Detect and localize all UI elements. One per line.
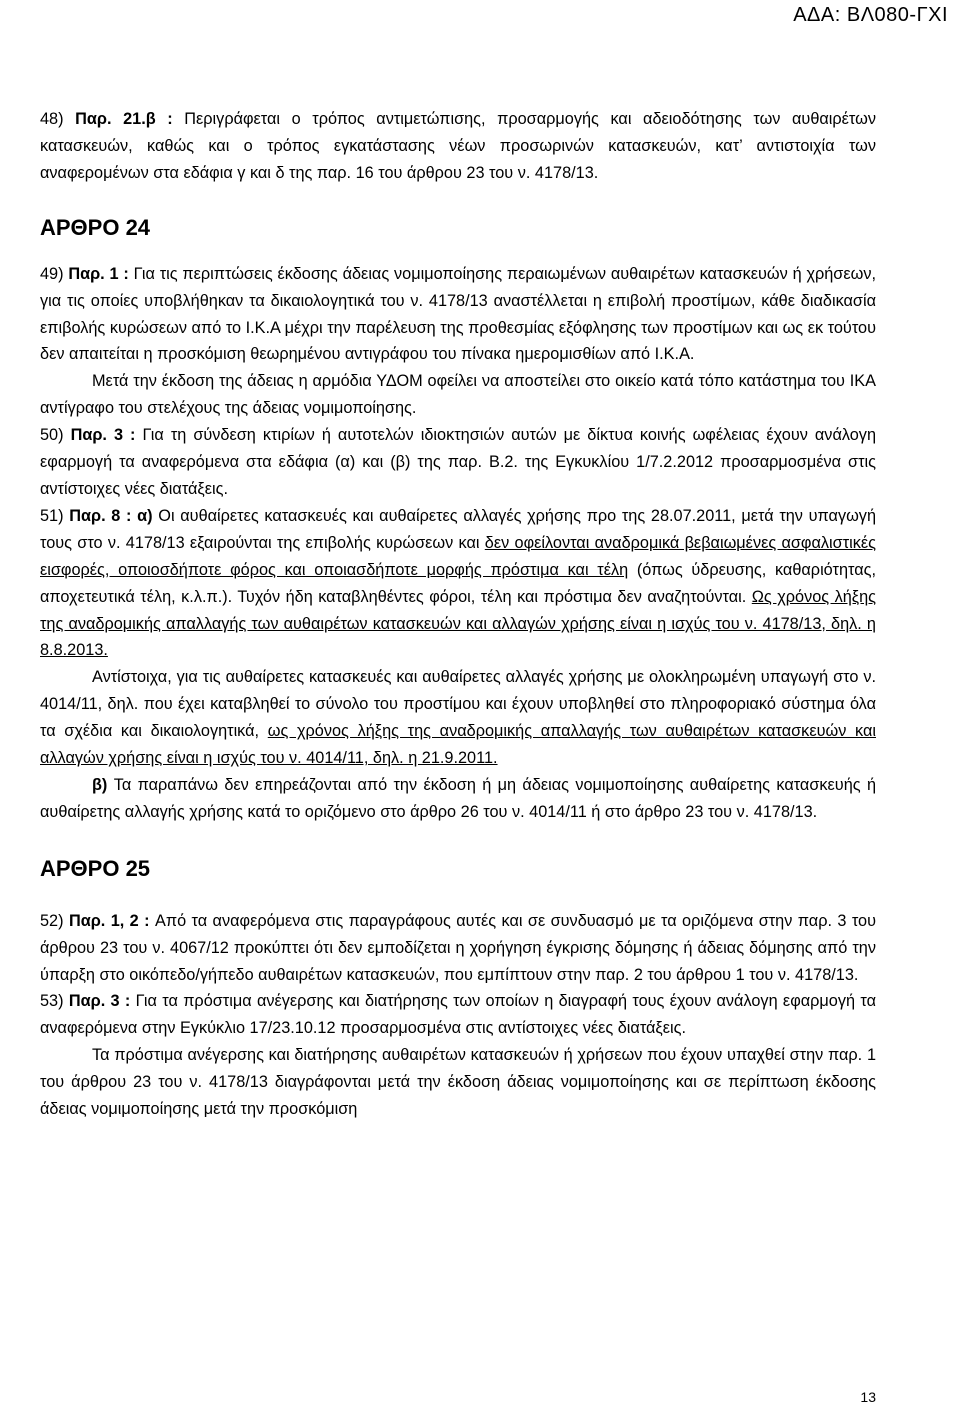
paragraph-48 <box>40 106 876 187</box>
item-number: 52) <box>40 911 69 930</box>
paragraph-text: Από τα αναφερόμενα στις παραγράφους αυτές και σε συνδυασμό με τα οριζόμενα στην παρ. 3 του άρθρου 23 του ν. 4067/12 προκύπτει ότι δεν εμποδίζεται η χορήγηση έγκρισης δόμησης ή άδειας δόμησης από την ύπαρξη στο οικόπεδο/γήπεδο αυθαιρέτων κατασκευών, που εμπίπτουν στην παρ. 2 του άρθρου 1 του ν. 4178/13. <box>40 911 877 984</box>
paragraph-52 <box>40 908 876 989</box>
paragraph-text: Τα παραπάνω δεν επηρεάζονται από την έκδοση ή μη άδειας νομιμοποίησης αυθαίρετης κατασκευής ή αυθαίρετης αλλαγής χρήσης κατά το οριζόμενο στο άρθρο 26 του ν. 4014/11 ή στο άρθρο 23 του ν. 4178/13. <box>40 775 876 821</box>
item-number: 53) <box>40 992 69 1011</box>
paragraph-ref: Παρ. 21.β : <box>75 110 185 128</box>
paragraph-text: (όπως ύδρευσης, καθαριότητας, αποχετευτικά τέλη, κ.λ.π.). Τυχόν ήδη καταβληθέντες φόροι, τέλη και πρόστιμα δεν αναζητούνται. <box>40 560 876 606</box>
paragraph-text: Για τις περιπτώσεις έκδοσης άδειας νομιμοποίησης περαιωμένων αυθαιρέτων κατασκευών ή χρήσεων, για τις οποίες υποβλήθηκαν τα δικαιολογητικά του ν. 4178/13 αναστέλλεται η επιβολή προστίμων, κάθε διαδικασία επιβολής κυρώσεων από το Ι.Κ.Α μέχρι την παρέλευση της προθεσμίας εξόφλησης των προστίμων και ως εκ τούτου δεν απαιτείται η προσκόμιση θεωρημένου αντιγράφου του πίνακα ημερομισθίων από Ι.Κ.Α. <box>40 264 876 364</box>
paragraph-51-beta <box>40 772 876 826</box>
paragraph-text: Για τα πρόστιμα ανέγερσης και διατήρησης των οποίων η διαγραφή τους έχουν ανάλογη εφαρμογή τα αναφερόμενα στην Εγκύκλιο 17/23.10.12 προσαρμοσμένα στις αντίστοιχες νέες διατάξεις. <box>40 992 876 1038</box>
paragraph-text: Για τη σύνδεση κτιρίων ή αυτοτελών ιδιοκτησιών αυτών με δίκτυα κοινής ωφέλειας έχουν ανάλογη εφαρμογή τα αναφερόμενα στα εδάφια (α) και (β) της παρ. Β.2. της Εγκυκλίου 1/7.2.2012 προσαρμοσμένα στις αντίστοιχες νέες διατάξεις. <box>40 426 877 498</box>
paragraph-51 <box>40 503 876 664</box>
paragraph-ref: β) <box>92 775 114 794</box>
paragraph-51-continued <box>40 664 876 772</box>
paragraph-ref: Παρ. 1, 2 : <box>68 911 155 930</box>
paragraph-ref-suffix: . 3 : <box>102 426 143 445</box>
paragraph-ref: Παρ. 8 : α) <box>69 506 159 525</box>
ada-code: ΑΔΑ: ΒΛ080-ΓΧΙ <box>793 4 948 26</box>
paragraph-53-continued: Τα πρόστιμα ανέγερσης και διατήρησης αυθαιρέτων κατασκευών ή χρήσεων που έχουν υπαχθεί στην παρ. 1 του άρθρου 23 του ν. 4178/13 διαγράφονται μετά την έκδοση άδειας νομιμοποίησης και σε περίπτωση έκδοσης άδειας νομιμοποίησης μετά την προσκόμιση <box>40 1046 876 1119</box>
document-body <box>40 106 876 1123</box>
paragraph-ref: Παρ <box>70 426 103 445</box>
article-24-heading: ΑΡΘΡΟ 24 <box>40 214 151 240</box>
paragraph-ref: Παρ. 3 : <box>68 992 136 1011</box>
item-number: 51) <box>40 506 70 525</box>
item-number: 48) <box>40 110 76 128</box>
paragraph-ref: Παρ. 1 : <box>68 264 134 283</box>
item-number: 49) <box>40 264 69 283</box>
paragraph-text: Αντίστοιχα, για τις αυθαίρετες κατασκευές και αυθαίρετες αλλαγές χρήσης με ολοκληρωμένη υπαγωγή στο ν. 4014/11, δηλ. που έχει καταβληθεί το σύνολο του προστίμου και έχουν υποβληθεί στο πληροφοριακό σύστημα όλα τα σχέδια και δικαιολογητικά, <box>40 668 876 741</box>
underlined-text: ως χρόνος λήξης της αναδρομικής απαλλαγής των αυθαιρέτων κατασκευών και αλλαγών χρήσης είναι η ισχύς του ν. 4014/11, δηλ. η 21.9.2011. <box>40 722 876 768</box>
item-number: 50) <box>40 426 71 445</box>
paragraph-text: Περιγράφεται ο τρόπος αντιμετώπισης, προσαρμογής και αδειοδότησης των αυθαιρέτων κατασκευών, καθώς και ο τρόπος εγκατάστασης νέων προσωρινών κατασκευών, κατ’ αντιστοιχία των αναφερομένων στα εδάφια γ και δ της παρ. 16 του άρθρου 23 του ν. 4178/13. <box>40 110 876 182</box>
paragraph-text: Οι αυθαίρετες κατασκευές και αυθαίρετες αλλαγές χρήσης προ της 28.07.2011, μετά την υπαγωγή τους στο ν. 4178/13 εξαιρούνται της επιβολής κυρώσεων και <box>40 506 877 552</box>
underlined-text: Ως χρόνος λήξης της αναδρομικής απαλλαγής των αυθαιρέτων κατασκευών και αλλαγών χρήσης είναι η ισχύς του ν. 4178/13, δηλ. η 8.8.2013. <box>40 587 876 660</box>
paragraph-53 <box>40 988 876 1042</box>
paragraph-50 <box>40 422 876 503</box>
paragraph-49-continued: Μετά την έκδοση της άδειας η αρμόδια ΥΔΟΜ οφείλει να αποστείλει στο οικείο κατά τόπο κατάστημα του ΙΚΑ αντίγραφο του στελέχους της άδειας νομιμοποίησης. <box>40 372 876 418</box>
underlined-text: δεν οφείλονται αναδρομικά βεβαιωμένες ασφαλιστικές εισφορές, οποιοσδήποτε φόρος και οποιασδήποτε μορφής πρόστιμα και τέλη <box>40 533 876 579</box>
page-number: 13 <box>860 1389 876 1405</box>
article-25-heading: ΑΡΘΡΟ 25 <box>40 855 151 881</box>
paragraph-49 <box>40 261 876 369</box>
